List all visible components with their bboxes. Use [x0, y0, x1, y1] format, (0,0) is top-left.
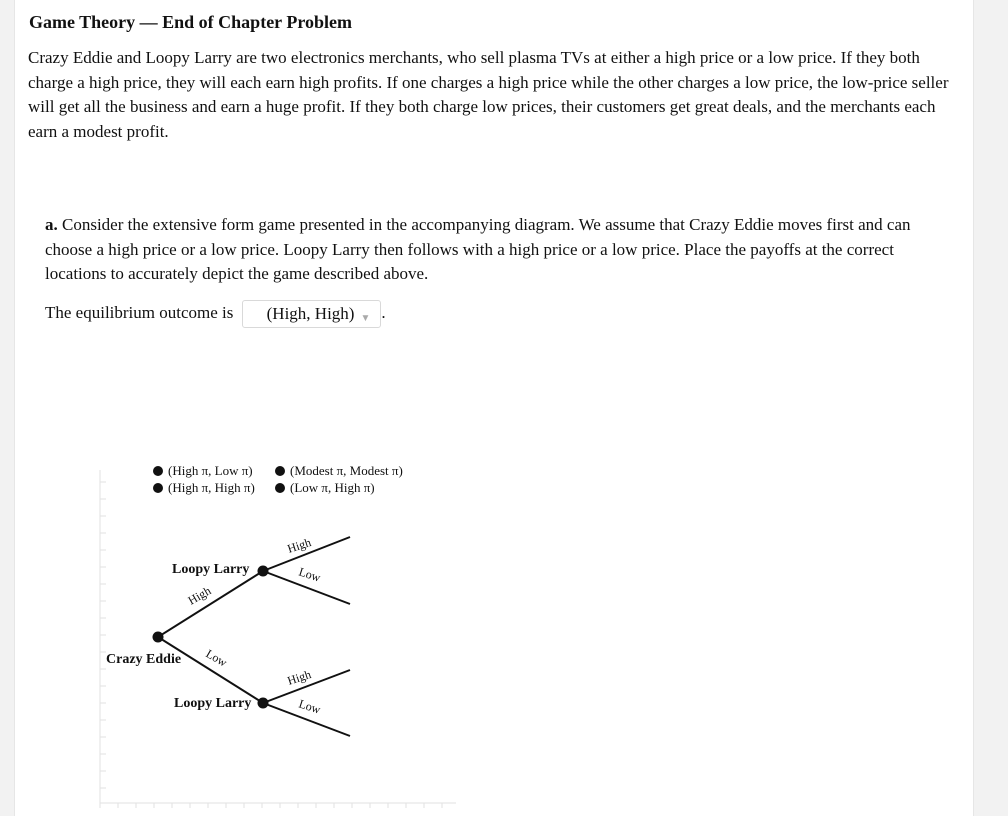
edge-label-eddie-low: Low — [203, 646, 230, 670]
part-a-text: Consider the extensive form game presented in the accompanying diagram. We assume that Crazy Eddie moves first and can choose a high price or a low price. Loopy Larry then follows with a high price or a low price. Place the payoffs at the correct locations to accurately depict the game described above. — [45, 215, 911, 283]
edge-label-larry-top-high: High — [285, 535, 313, 556]
node-loopy-larry-bottom — [258, 698, 269, 709]
payoff-token-label: (Modest π, Modest π) — [290, 463, 403, 478]
edge-label-larry-bottom-high: High — [285, 667, 313, 688]
edge-label-larry-bottom-low: Low — [297, 696, 323, 717]
edge-eddie-high — [158, 571, 263, 637]
equilibrium-selected: (High, High) — [266, 304, 355, 324]
payoff-token[interactable] — [275, 463, 403, 478]
player-label-crazy-eddie: Crazy Eddie — [106, 652, 182, 667]
payoff-token[interactable] — [153, 480, 255, 495]
payoff-token-label: (High π, High π) — [168, 480, 255, 495]
page-title: Game Theory — End of Chapter Problem — [29, 12, 352, 32]
problem-intro: Crazy Eddie and Loopy Larry are two electronics merchants, who sell plasma TVs at either a high price or a low price. If they both charge a high price, they will each earn high profits. If one charges a high price while the other charges a low price, the low-price seller will get all the business and earn a huge profit. If they both charge low prices, their customers get great deals, and the merchants each earn a modest profit. — [28, 48, 949, 141]
payoff-token-label: (High π, Low π) — [168, 463, 253, 478]
node-loopy-larry-top — [258, 566, 269, 577]
chevron-down-icon: ▼ — [360, 313, 371, 325]
part-a-label: a. — [45, 215, 58, 234]
payoff-token-label: (Low π, High π) — [290, 480, 375, 495]
node-crazy-eddie — [153, 632, 164, 643]
payoff-token[interactable] — [153, 463, 253, 478]
equilibrium-suffix: . — [381, 303, 386, 322]
equilibrium-prefix: The equilibrium outcome is — [45, 303, 234, 322]
edge-label-eddie-high: High — [185, 583, 214, 608]
payoff-token[interactable] — [275, 480, 375, 495]
player-label-loopy-larry-top: Loopy Larry — [172, 562, 250, 577]
edge-label-larry-top-low: Low — [297, 564, 323, 585]
player-label-loopy-larry-bottom: Loopy Larry — [174, 696, 252, 711]
